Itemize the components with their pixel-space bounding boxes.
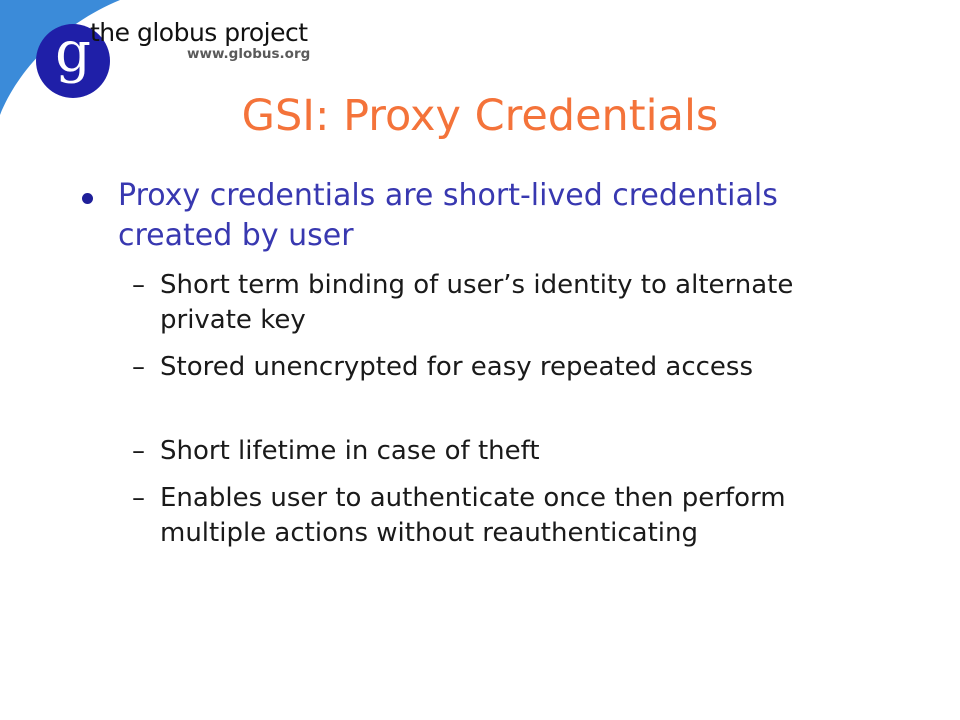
logo-mark: g: [55, 20, 91, 85]
dash-icon: –: [132, 270, 145, 300]
sub-bullet-text: Short lifetime in case of theft: [160, 436, 540, 466]
slide-title: GSI: Proxy Credentials: [241, 91, 719, 141]
logo-name: the globus project: [90, 18, 308, 47]
sub-bullet: [132, 350, 822, 385]
sub-bullet-text: Short term binding of user’s identity to alternate private key: [160, 270, 794, 335]
main-bullet-text: Proxy credentials are short-lived credentials created by user: [118, 178, 778, 253]
logo-url: www.globus.org: [187, 46, 311, 62]
dash-icon: –: [132, 352, 145, 382]
sub-bullet: [132, 268, 822, 338]
dash-icon: –: [132, 483, 145, 513]
sub-bullet-text: Stored unencrypted for easy repeated access: [160, 352, 754, 382]
dash-icon: –: [132, 436, 145, 466]
sub-bullet: [132, 481, 822, 551]
sub-bullet: [132, 434, 822, 469]
bullet-icon: [82, 193, 93, 204]
sub-bullet-text: Enables user to authenticate once then perform multiple actions without reauthenticating: [160, 483, 786, 548]
